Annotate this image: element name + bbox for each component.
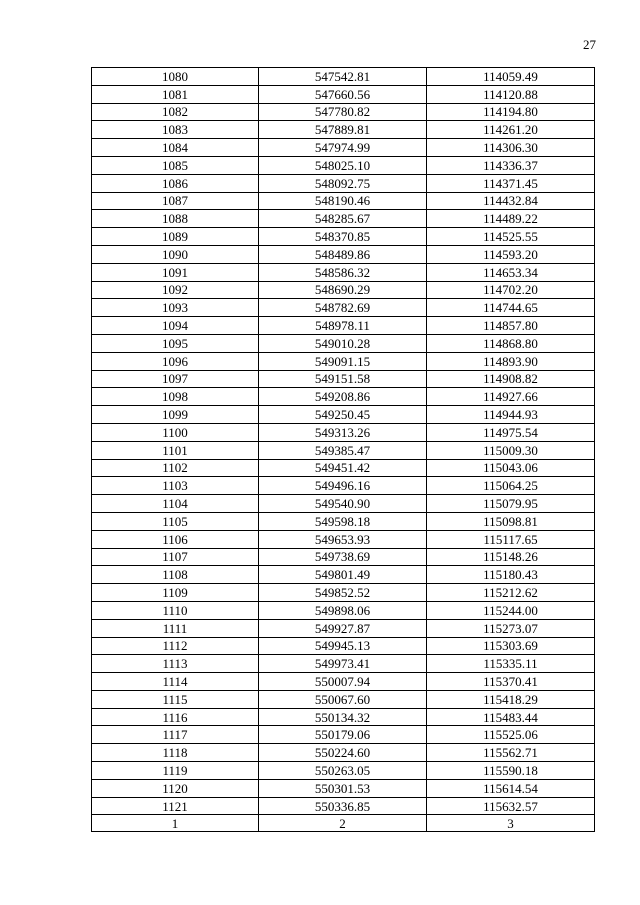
table-row: [92, 103, 595, 121]
table-row: [92, 334, 595, 352]
point-number-cell: 1116: [92, 708, 259, 726]
point-number-cell: 1103: [92, 477, 259, 495]
x-coordinate-cell: 550263.05: [259, 762, 427, 780]
table-row: [92, 566, 595, 584]
point-number-cell: 1110: [92, 601, 259, 619]
table-row: [92, 477, 595, 495]
x-coordinate-cell: 549945.13: [259, 637, 427, 655]
point-number-cell: 1093: [92, 299, 259, 317]
point-number-cell: 1112: [92, 637, 259, 655]
table-row: [92, 68, 595, 86]
x-coordinate-cell: 550336.85: [259, 797, 427, 815]
y-coordinate-cell: 114489.22: [427, 210, 595, 228]
table-row: [92, 797, 595, 815]
point-number-cell: 1115: [92, 690, 259, 708]
x-coordinate-cell: 550134.32: [259, 708, 427, 726]
y-coordinate-cell: 115064.25: [427, 477, 595, 495]
table-row: [92, 726, 595, 744]
x-coordinate-cell: 548370.85: [259, 228, 427, 246]
table-row: [92, 192, 595, 210]
x-coordinate-cell: 547889.81: [259, 121, 427, 139]
y-coordinate-cell: 114927.66: [427, 388, 595, 406]
x-coordinate-cell: 548690.29: [259, 281, 427, 299]
table-row: [92, 281, 595, 299]
column-number-cell: 2: [259, 815, 427, 832]
table-row: [92, 690, 595, 708]
point-number-cell: 1102: [92, 459, 259, 477]
coordinates-table: [91, 67, 595, 832]
y-coordinate-cell: 115244.00: [427, 601, 595, 619]
x-coordinate-cell: 549973.41: [259, 655, 427, 673]
x-coordinate-cell: 549898.06: [259, 601, 427, 619]
table-row: [92, 601, 595, 619]
x-coordinate-cell: 547542.81: [259, 68, 427, 86]
y-coordinate-cell: 114336.37: [427, 156, 595, 174]
table-row: [92, 156, 595, 174]
x-coordinate-cell: 549738.69: [259, 548, 427, 566]
column-number-row: [92, 815, 595, 832]
x-coordinate-cell: 548092.75: [259, 174, 427, 192]
y-coordinate-cell: 114944.93: [427, 406, 595, 424]
y-coordinate-cell: 114261.20: [427, 121, 595, 139]
x-coordinate-cell: 549091.15: [259, 352, 427, 370]
y-coordinate-cell: 115614.54: [427, 779, 595, 797]
point-number-cell: 1098: [92, 388, 259, 406]
table-row: [92, 245, 595, 263]
x-coordinate-cell: 549250.45: [259, 406, 427, 424]
point-number-cell: 1081: [92, 85, 259, 103]
column-number-cell: 3: [427, 815, 595, 832]
x-coordinate-cell: 549313.26: [259, 423, 427, 441]
y-coordinate-cell: 114432.84: [427, 192, 595, 210]
x-coordinate-cell: 550301.53: [259, 779, 427, 797]
y-coordinate-cell: 115303.69: [427, 637, 595, 655]
y-coordinate-cell: 114857.80: [427, 317, 595, 335]
point-number-cell: 1099: [92, 406, 259, 424]
table-row: [92, 548, 595, 566]
point-number-cell: 1119: [92, 762, 259, 780]
x-coordinate-cell: 547974.99: [259, 139, 427, 157]
point-number-cell: 1113: [92, 655, 259, 673]
y-coordinate-cell: 115273.07: [427, 619, 595, 637]
page-number: 27: [583, 37, 596, 52]
point-number-cell: 1101: [92, 441, 259, 459]
x-coordinate-cell: 547780.82: [259, 103, 427, 121]
table-row: [92, 512, 595, 530]
table-row: [92, 370, 595, 388]
table-row: [92, 744, 595, 762]
coordinates-table-body: [92, 68, 595, 832]
x-coordinate-cell: 549451.42: [259, 459, 427, 477]
table-row: [92, 85, 595, 103]
table-row: [92, 530, 595, 548]
point-number-cell: 1084: [92, 139, 259, 157]
y-coordinate-cell: 115590.18: [427, 762, 595, 780]
y-coordinate-cell: 115212.62: [427, 584, 595, 602]
point-number-cell: 1092: [92, 281, 259, 299]
table-row: [92, 174, 595, 192]
table-row: [92, 762, 595, 780]
table-row: [92, 352, 595, 370]
table-row: [92, 263, 595, 281]
y-coordinate-cell: 114593.20: [427, 245, 595, 263]
table-row: [92, 299, 595, 317]
y-coordinate-cell: 114371.45: [427, 174, 595, 192]
x-coordinate-cell: 548489.86: [259, 245, 427, 263]
y-coordinate-cell: 114306.30: [427, 139, 595, 157]
x-coordinate-cell: 548025.10: [259, 156, 427, 174]
x-coordinate-cell: 549208.86: [259, 388, 427, 406]
x-coordinate-cell: 548978.11: [259, 317, 427, 335]
x-coordinate-cell: 549385.47: [259, 441, 427, 459]
point-number-cell: 1089: [92, 228, 259, 246]
y-coordinate-cell: 114653.34: [427, 263, 595, 281]
point-number-cell: 1083: [92, 121, 259, 139]
point-number-cell: 1107: [92, 548, 259, 566]
x-coordinate-cell: 547660.56: [259, 85, 427, 103]
point-number-cell: 1085: [92, 156, 259, 174]
x-coordinate-cell: 549852.52: [259, 584, 427, 602]
point-number-cell: 1096: [92, 352, 259, 370]
point-number-cell: 1114: [92, 673, 259, 691]
x-coordinate-cell: 549598.18: [259, 512, 427, 530]
x-coordinate-cell: 549927.87: [259, 619, 427, 637]
table-row: [92, 459, 595, 477]
point-number-cell: 1082: [92, 103, 259, 121]
y-coordinate-cell: 114908.82: [427, 370, 595, 388]
table-row: [92, 441, 595, 459]
point-number-cell: 1117: [92, 726, 259, 744]
y-coordinate-cell: 114975.54: [427, 423, 595, 441]
x-coordinate-cell: 549540.90: [259, 495, 427, 513]
point-number-cell: 1086: [92, 174, 259, 192]
x-coordinate-cell: 548782.69: [259, 299, 427, 317]
point-number-cell: 1121: [92, 797, 259, 815]
y-coordinate-cell: 114194.80: [427, 103, 595, 121]
table-row: [92, 619, 595, 637]
table-row: [92, 317, 595, 335]
y-coordinate-cell: 115079.95: [427, 495, 595, 513]
table-row: [92, 406, 595, 424]
x-coordinate-cell: 549801.49: [259, 566, 427, 584]
point-number-cell: 1108: [92, 566, 259, 584]
y-coordinate-cell: 115418.29: [427, 690, 595, 708]
x-coordinate-cell: 548190.46: [259, 192, 427, 210]
x-coordinate-cell: 550067.60: [259, 690, 427, 708]
point-number-cell: 1118: [92, 744, 259, 762]
x-coordinate-cell: 550224.60: [259, 744, 427, 762]
y-coordinate-cell: 115370.41: [427, 673, 595, 691]
y-coordinate-cell: 114893.90: [427, 352, 595, 370]
y-coordinate-cell: 114120.88: [427, 85, 595, 103]
x-coordinate-cell: 549151.58: [259, 370, 427, 388]
table-row: [92, 655, 595, 673]
point-number-cell: 1087: [92, 192, 259, 210]
point-number-cell: 1111: [92, 619, 259, 637]
y-coordinate-cell: 115043.06: [427, 459, 595, 477]
y-coordinate-cell: 114059.49: [427, 68, 595, 86]
table-row: [92, 388, 595, 406]
y-coordinate-cell: 115562.71: [427, 744, 595, 762]
table-row: [92, 637, 595, 655]
y-coordinate-cell: 115632.57: [427, 797, 595, 815]
point-number-cell: 1105: [92, 512, 259, 530]
table-row: [92, 423, 595, 441]
x-coordinate-cell: 548586.32: [259, 263, 427, 281]
table-row: [92, 673, 595, 691]
point-number-cell: 1109: [92, 584, 259, 602]
y-coordinate-cell: 115009.30: [427, 441, 595, 459]
y-coordinate-cell: 114744.65: [427, 299, 595, 317]
y-coordinate-cell: 114702.20: [427, 281, 595, 299]
y-coordinate-cell: 115525.06: [427, 726, 595, 744]
table-row: [92, 121, 595, 139]
table-row: [92, 210, 595, 228]
point-number-cell: 1104: [92, 495, 259, 513]
x-coordinate-cell: 549496.16: [259, 477, 427, 495]
table-row: [92, 495, 595, 513]
point-number-cell: 1106: [92, 530, 259, 548]
point-number-cell: 1080: [92, 68, 259, 86]
x-coordinate-cell: 550007.94: [259, 673, 427, 691]
table-row: [92, 228, 595, 246]
x-coordinate-cell: 548285.67: [259, 210, 427, 228]
point-number-cell: 1100: [92, 423, 259, 441]
point-number-cell: 1091: [92, 263, 259, 281]
y-coordinate-cell: 115483.44: [427, 708, 595, 726]
point-number-cell: 1095: [92, 334, 259, 352]
x-coordinate-cell: 549653.93: [259, 530, 427, 548]
table-row: [92, 779, 595, 797]
point-number-cell: 1090: [92, 245, 259, 263]
y-coordinate-cell: 114868.80: [427, 334, 595, 352]
y-coordinate-cell: 115180.43: [427, 566, 595, 584]
y-coordinate-cell: 115148.26: [427, 548, 595, 566]
table-row: [92, 139, 595, 157]
y-coordinate-cell: 115098.81: [427, 512, 595, 530]
y-coordinate-cell: 115117.65: [427, 530, 595, 548]
table-row: [92, 708, 595, 726]
table-row: [92, 584, 595, 602]
point-number-cell: 1094: [92, 317, 259, 335]
x-coordinate-cell: 550179.06: [259, 726, 427, 744]
y-coordinate-cell: 114525.55: [427, 228, 595, 246]
point-number-cell: 1120: [92, 779, 259, 797]
point-number-cell: 1088: [92, 210, 259, 228]
point-number-cell: 1097: [92, 370, 259, 388]
column-number-cell: 1: [92, 815, 259, 832]
x-coordinate-cell: 549010.28: [259, 334, 427, 352]
y-coordinate-cell: 115335.11: [427, 655, 595, 673]
